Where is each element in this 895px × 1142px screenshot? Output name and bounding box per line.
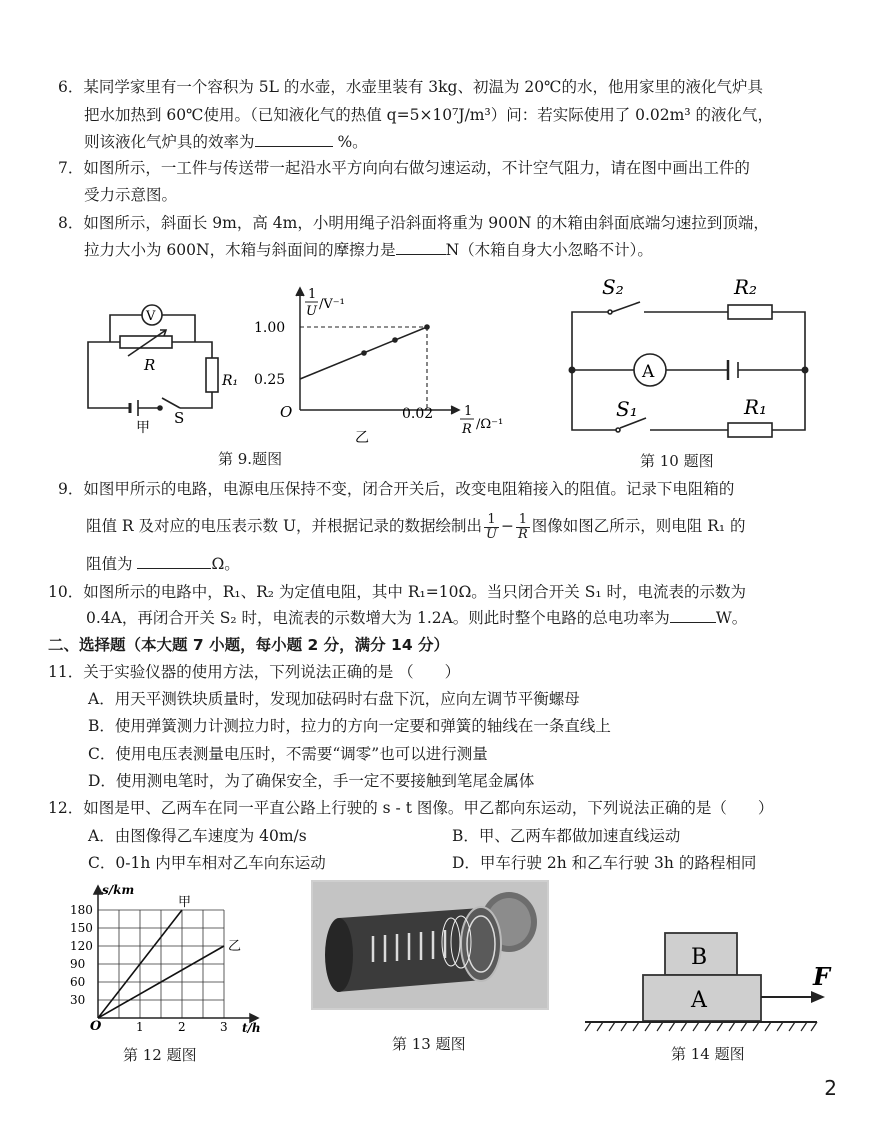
fig9a-label-s: S	[174, 409, 185, 427]
fig12-ytick-label: 150	[70, 921, 93, 935]
fig10-label-s1: S₁	[616, 397, 638, 421]
fig9b-xlabel-den: R	[462, 422, 472, 437]
fig9a-circuit	[80, 290, 239, 436]
fig12-xtick-label: 2	[178, 1020, 186, 1034]
fig9b-ylabel-den: U	[306, 304, 317, 319]
q6-line2: 把水加热到 60℃使用。（已知液化气的热值 q=5×10⁷J/m³）问：若实际使用了 0.02m³ 的液化气，	[84, 106, 773, 124]
q11-option-a[interactable]: A．用天平测铁块质量时，发现加砝码时右盘下沉，应向左调节平衡螺母	[88, 690, 580, 708]
fig13-photo	[311, 880, 549, 1010]
section2-heading: 二、选择题（本大题 7 小题，每小题 2 分，满分 14 分）	[48, 636, 450, 654]
fig9a-label-r: R	[144, 356, 156, 374]
q12-stem: 12．如图是甲、乙两车在同一平直公路上行驶的 s - t 图像。甲乙都向东运动，下列说法正确的是（ ）	[48, 799, 774, 817]
fig12-series-label-1: 甲	[178, 895, 192, 910]
q6-line1: 6．某同学家里有一个容积为 5L 的水壶，水壶里装有 3kg、初温为 20℃的水，他用家里的液化气炉具	[58, 78, 763, 96]
q12-option-a[interactable]: A．由图像得乙车速度为 40m/s	[88, 827, 307, 845]
fig12-ytick-label: 180	[70, 903, 93, 917]
page-number: 2	[824, 1076, 837, 1100]
q9-line2-text: 阻值 R 及对应的电压表示数 U，并根据记录的数据绘制出	[86, 517, 483, 535]
q12-option-b[interactable]: B．甲、乙两车都做加速直线运动	[452, 827, 681, 845]
fig14-label-f: F	[813, 962, 831, 991]
fig13-caption: 第 13 题图	[392, 1035, 466, 1053]
q9-line3-text: 阻值为	[86, 555, 133, 573]
q9-line1: 9．如图甲所示的电路，电源电压保持不变，闭合开关后，改变电阻箱接入的阻值。记录下电阻箱的	[58, 480, 735, 498]
q8-line1: 8．如图所示，斜面长 9m，高 4m，小明用绳子沿斜面将重为 900N 的木箱由斜面底端匀速拉到顶端，	[58, 214, 769, 232]
fig12-series-label-2: 乙	[228, 939, 242, 954]
fig12-ytick-label: 60	[70, 975, 86, 989]
fig9b-ylabel-num: 1	[308, 287, 317, 302]
q9-minus: −	[501, 517, 514, 535]
q6-unit: %。	[337, 133, 368, 151]
fig14-label-a: A	[691, 988, 707, 1013]
q9-frac-u-num: 1	[484, 513, 499, 528]
fig9a-label-r1: R₁	[222, 373, 239, 389]
fig9b-label-yi: 乙	[355, 430, 369, 446]
fig12-xtick-label: 1	[136, 1020, 144, 1034]
q10-answer-blank[interactable]	[670, 608, 716, 623]
fig14-label-b: B	[691, 945, 708, 970]
q7-line1: 7．如图所示，一工件与传送带一起沿水平方向向右做匀速运动，不计空气阻力，请在图中画出工件的	[58, 159, 750, 177]
fig12-caption: 第 12 题图	[123, 1046, 197, 1064]
fig12-ytick-label: 30	[70, 993, 86, 1007]
q9-frac-r-num: 1	[516, 513, 530, 528]
fig10-caption: 第 10 题图	[640, 452, 714, 470]
fig9b-tick-y0: 0.25	[254, 372, 286, 388]
q10-unit: W。	[715, 609, 748, 627]
fig9b-origin: O	[280, 403, 293, 421]
q8-line2-tail: N（木箱自身大小忽略不计）。	[445, 241, 653, 259]
q7-line2: 受力示意图。	[84, 186, 178, 204]
q11-stem: 11．关于实验仪器的使用方法，下列说法正确的是 （ ）	[48, 663, 461, 681]
fig9b-yunit: /V⁻¹	[319, 297, 345, 312]
q10-line2-text: 0.4A，再闭合开关 S₂ 时，电流表的示数增大为 1.2A。则此时整个电路的总电功率为	[86, 609, 670, 627]
q8-line2-text: 拉力大小为 600N，木箱与斜面间的摩擦力是	[84, 241, 396, 259]
fig10-label-r2: R₂	[734, 275, 758, 299]
q9-frac-r	[516, 513, 530, 542]
q11-option-b[interactable]: B．使用弹簧测力计测拉力时，拉力的方向一定要和弹簧的轴线在一条直线上	[88, 717, 611, 735]
q9-frac-u-den: U	[486, 526, 497, 542]
fig9-caption: 第 9.题图	[218, 450, 283, 468]
fig12-origin: O	[90, 1019, 102, 1034]
q11-option-c[interactable]: C．使用电压表测量电压时，不需要“调零”也可以进行测量	[88, 745, 488, 763]
fig9b-graph	[252, 282, 522, 447]
fig9b-tick-x: 0.02	[402, 406, 434, 422]
q9-line2	[86, 509, 746, 543]
fig14-caption: 第 14 题图	[671, 1045, 745, 1063]
fig9b-tick-y1: 1.00	[254, 320, 286, 336]
fig9b-xlabel-num: 1	[464, 404, 473, 419]
fig12-st-chart	[66, 880, 266, 1035]
fig12-xlabel: t/h	[242, 1021, 261, 1035]
q9-unit: Ω。	[211, 555, 240, 573]
q8-answer-blank[interactable]	[396, 240, 446, 255]
q9-answer-blank[interactable]	[137, 554, 211, 569]
q11-option-d[interactable]: D．使用测电笔时，为了确保安全，手一定不要接触到笔尾金属体	[88, 772, 535, 790]
fig9a-label-v: V	[146, 309, 156, 324]
fig12-ylabel: s/km	[102, 883, 135, 897]
q9-line2-tail: 图像如图乙所示，则电阻 R₁ 的	[531, 517, 746, 535]
fig12-ytick-label: 90	[70, 957, 86, 971]
fig12-xtick-label: 3	[220, 1020, 228, 1034]
q8-line2	[84, 239, 653, 261]
q9-line3	[86, 553, 240, 575]
fig12-ytick-label: 120	[70, 939, 93, 953]
fig9a-label-jia: 甲	[136, 420, 150, 436]
fig10-label-a: A	[642, 362, 655, 382]
fig10-label-s2: S₂	[602, 275, 624, 299]
q12-option-c[interactable]: C．0-1h 内甲车相对乙车向东运动	[88, 854, 326, 872]
q10-line2	[86, 607, 747, 629]
fig9b-xunit: /Ω⁻¹	[476, 417, 504, 432]
fig10-label-r1: R₁	[744, 395, 768, 419]
fig14-blocks	[585, 925, 845, 1035]
q6-line3-text: 则该液化气炉具的效率为	[84, 133, 255, 151]
q6-line3	[84, 131, 368, 153]
q6-answer-blank[interactable]	[255, 132, 333, 147]
q9-frac-r-den: R	[518, 526, 528, 542]
q12-option-d[interactable]: D．甲车行驶 2h 和乙车行驶 3h 的路程相同	[452, 854, 757, 872]
q9-frac-u	[484, 513, 499, 542]
fig10-circuit	[560, 270, 820, 445]
q10-line1: 10．如图所示的电路中，R₁、R₂ 为定值电阻，其中 R₁=10Ω。当只闭合开关 S₁ 时，电流表的示数为	[48, 583, 746, 601]
